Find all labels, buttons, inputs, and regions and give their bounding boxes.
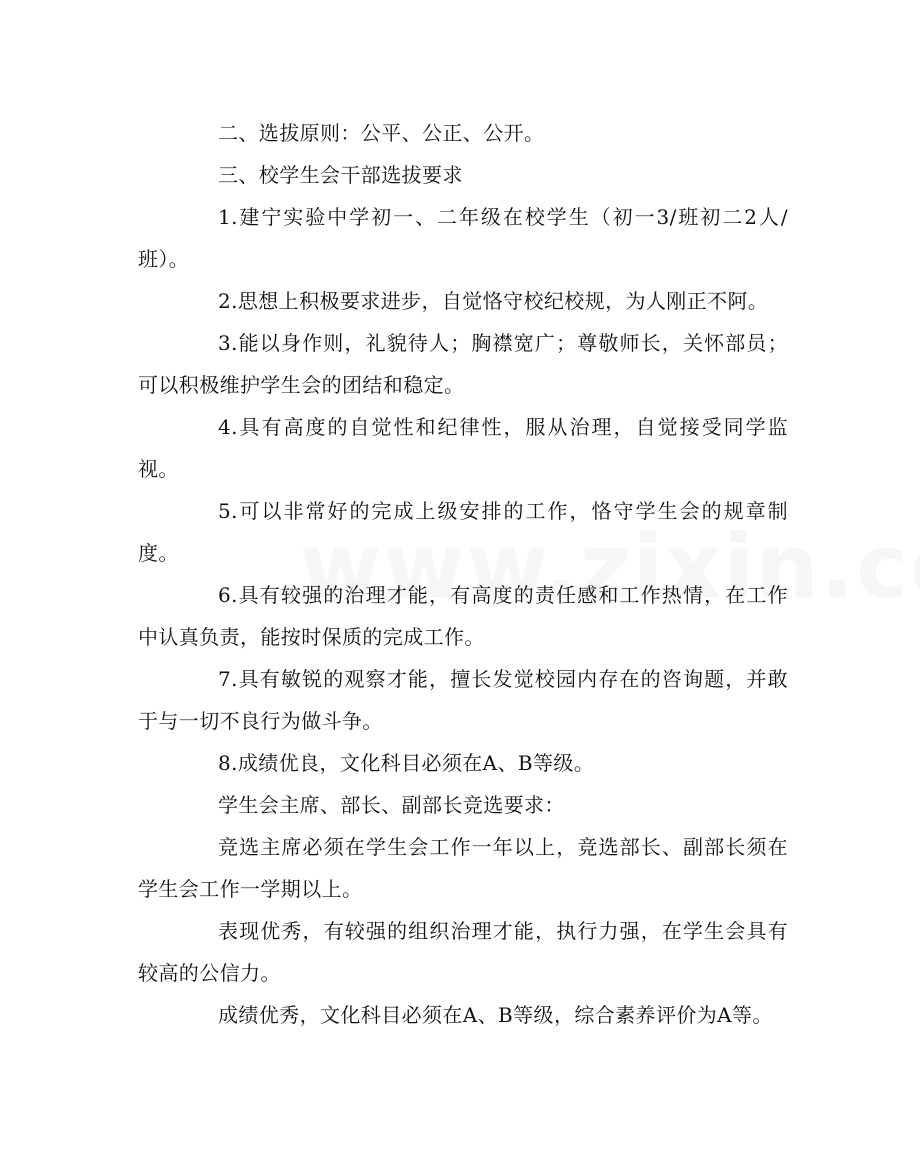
requirement-item-4: 4.具有高度的自觉性和纪律性，服从治理，自觉接受同学监视。	[138, 415, 788, 481]
requirement-item-3: 3.能以身作则，礼貌待人；胸襟宽广；尊敬师长，关怀部员；可以积极维护学生会的团结和稳定。	[138, 331, 788, 397]
requirement-item-7: 7.具有敏锐的观察才能，擅长发觉校园内存在的咨询题，并敢于与一切不良行为做斗争。	[138, 667, 788, 733]
leader-requirement-2: 表现优秀，有较强的组织治理才能，执行力强，在学生会具有较高的公信力。	[138, 919, 788, 985]
section-heading-requirements: 三、校学生会干部选拔要求	[218, 163, 463, 187]
leader-requirement-1: 竞选主席必须在学生会工作一年以上，竞选部长、副部长须在学生会工作一学期以上。	[138, 835, 788, 901]
document-body	[138, 112, 788, 1036]
subheading-leader-requirements: 学生会主席、部长、副部长竞选要求：	[218, 793, 565, 817]
requirement-item-8: 8.成绩优良，文化科目必须在A、B等级。	[218, 751, 595, 775]
requirement-item-6: 6.具有较强的治理才能，有高度的责任感和工作热情，在工作中认真负责，能按时保质的完成工作。	[138, 583, 788, 649]
requirement-item-5: 5.可以非常好的完成上级安排的工作，恪守学生会的规章制度。	[138, 499, 788, 565]
leader-requirement-3: 成绩优秀，文化科目必须在A、B等级，综合素养评价为A等。	[218, 1003, 773, 1027]
requirement-item-2: 2.思想上积极要求进步，自觉恪守校纪校规，为人刚正不阿。	[218, 289, 769, 313]
paragraph-principles: 二、选拔原则：公平、公正、公开。	[218, 121, 545, 145]
requirement-item-1: 1.建宁实验中学初一、二年级在校学生（初一3/班初二2人/班）。	[138, 205, 788, 271]
